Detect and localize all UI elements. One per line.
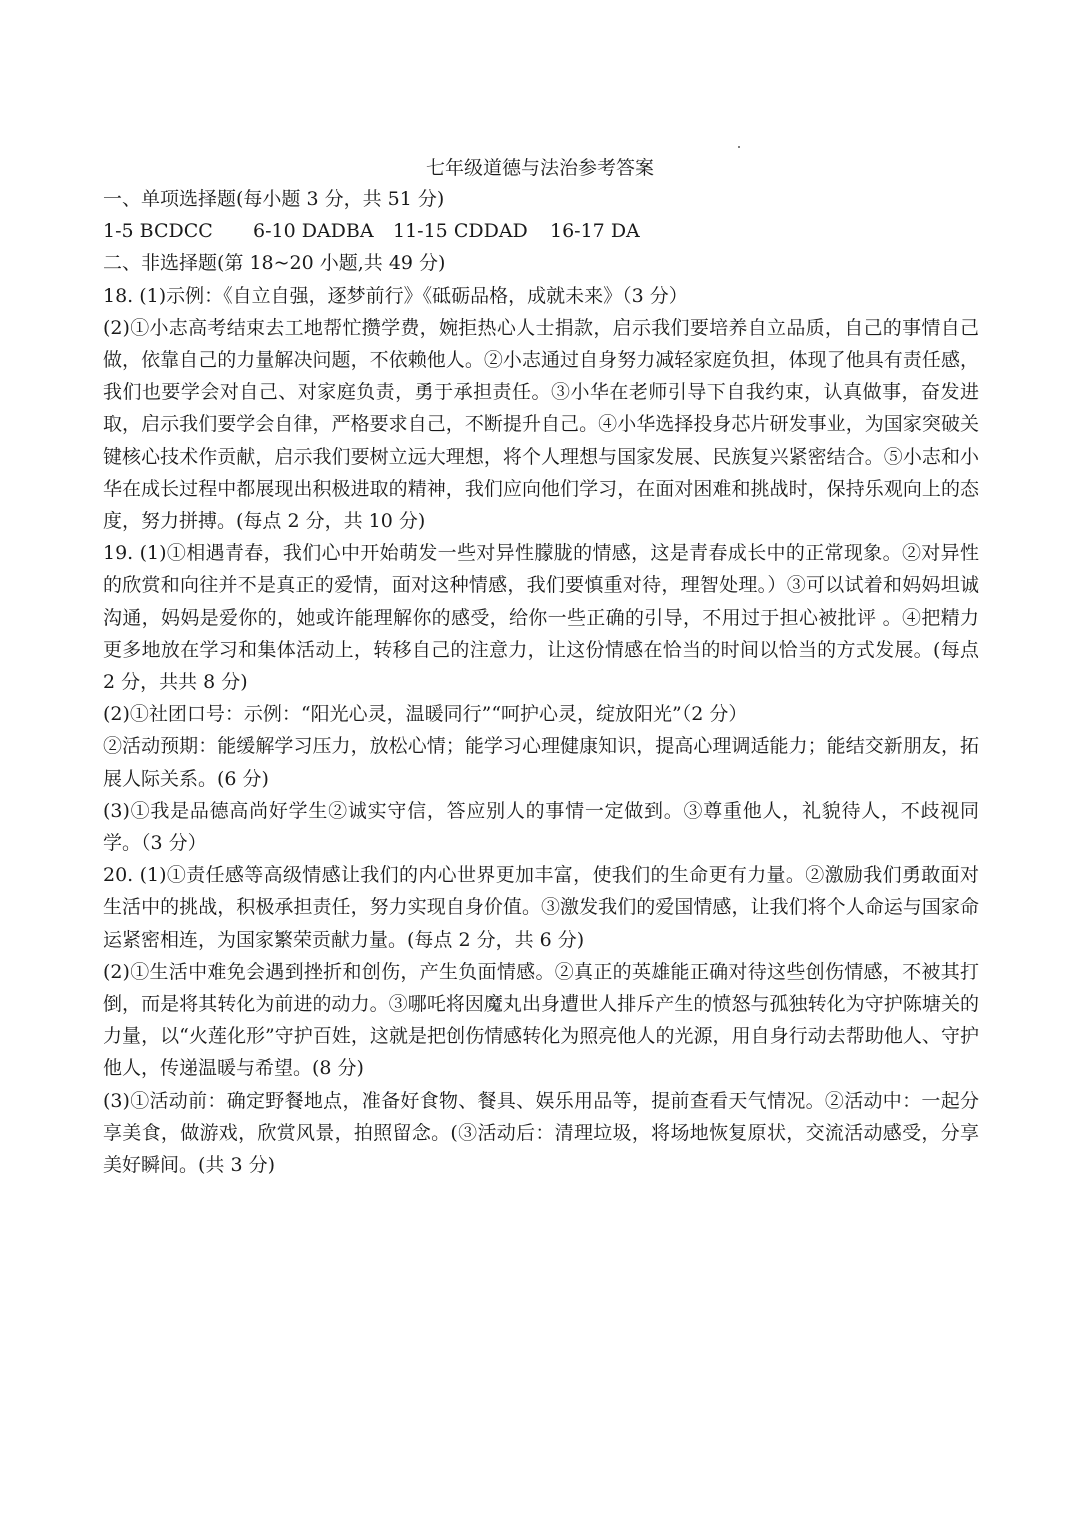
page-title: 七年级道德与法治参考答案 bbox=[425, 157, 654, 179]
mc-answer-group-4: 16-17 DA bbox=[550, 220, 640, 243]
q18-part2: (2)①小志高考结束去工地帮忙攒学费，婉拒热心人士捐款，启示我们要培养自立品质，自己的事情自己做，依靠自己的力量解决问题，不依赖他人。②小志通过自身努力减轻家庭负担，体现了他具有责任感，我们也要学会对自己、对家庭负责，勇于承担责任。③小华在老师引导下自我约束，认真做事，奋发进取，启示我们要学会自律，严格要求自己，不断提升自己。④小华选择投身芯片研发事业，为国家突破关键核心技术作贡献，启示我们要树立远大理想，将个人理想与国家发展、民族复兴紧密结合。⑤小志和小华在成长过程中都展现出积极进取的精神，我们应向他们学习，在面对困难和挑战时，保持乐观向上的态度，努力拼搏。(每点 2 分，共 10 分) bbox=[103, 316, 979, 533]
q18-part1: 18. (1)示例：《自立自强，逐梦前行》《砥砺品格，成就未来》（3 分） bbox=[103, 284, 688, 307]
q19-part2-expectation: ②活动预期：能缓解学习压力，放松心情；能学习心理健康知识，提高心理调适能力；能结交新朋友，拓展人际关系。(6 分) bbox=[103, 735, 979, 790]
mc-answer-group-2: 6-10 DADBA bbox=[253, 220, 374, 243]
multiple-choice-answers bbox=[103, 215, 979, 247]
q20-part3: (3)①活动前：确定野餐地点，准备好食物、餐具、娱乐用品等，提前查看天气情况。②活动中：一起分享美食，做游戏，欣赏风景，拍照留念。(③活动后：清理垃圾，将场地恢复原状，交流活动感受，分享美好瞬间。(共 3 分) bbox=[103, 1089, 979, 1177]
mc-answer-group-3: 11-15 CDDAD bbox=[393, 220, 528, 243]
q19-part1: 19. (1)①相遇青春，我们心中开始萌发一些对异性朦胧的情感，这是青春成长中的正常现象。②对异性的欣赏和向往并不是真正的爱情，面对这种情感，我们要慎重对待，理智处理。）③可以试着和妈妈坦诚沟通，妈妈是爱你的，她或许能理解你的感受，给你一些正确的引导，不用过于担心被批评 。④把精力更多地放在学习和集体活动上，转移自己的注意力，让这份情感在恰当的时间以恰当的方式发展。(每点 2 分，共共 8 分) bbox=[103, 542, 979, 694]
scan-speck bbox=[738, 146, 740, 148]
section1-heading: 一、单项选择题(每小题 3 分，共 51 分) bbox=[103, 188, 445, 210]
q19-part3: (3)①我是品德高尚好学生②诚实守信，答应别人的事情一定做到。③尊重他人，礼貌待人，不歧视同学。（3 分） bbox=[103, 799, 979, 855]
answer-content bbox=[103, 183, 979, 1181]
q20-part1: 20. (1)①责任感等高级情感让我们的内心世界更加丰富，使我们的生命更有力量。②激励我们勇敢面对生活中的挑战，积极承担责任，努力实现自身价值。③激发我们的爱国情感，让我们将个人命运与国家命运紧密相连，为国家繁荣贡献力量。(每点 2 分，共 6 分) bbox=[103, 864, 979, 951]
q20-part2: (2)①生活中难免会遇到挫折和创伤，产生负面情感。②真正的英雄能正确对待这些创伤情感，不被其打倒，而是将其转化为前进的动力。③哪吒将因魔丸出身遭世人排斥产生的愤怒与孤独转化为守护陈塘关的力量，以“火莲化形”守护百姓，这就是把创伤情感转化为照亮他人的光源，用自身行动去帮助他人、守护他人，传递温暖与希望。(8 分) bbox=[103, 960, 979, 1080]
section2-heading: 二、非选择题(第 18~20 小题,共 49 分) bbox=[103, 252, 446, 275]
q19-part2-slogan: (2)①社团口号：示例：“阳光心灵，温暖同行”“呵护心灵，绽放阳光”（2 分） bbox=[103, 703, 748, 726]
mc-answer-group-1: 1-5 BCDCC bbox=[103, 220, 213, 243]
